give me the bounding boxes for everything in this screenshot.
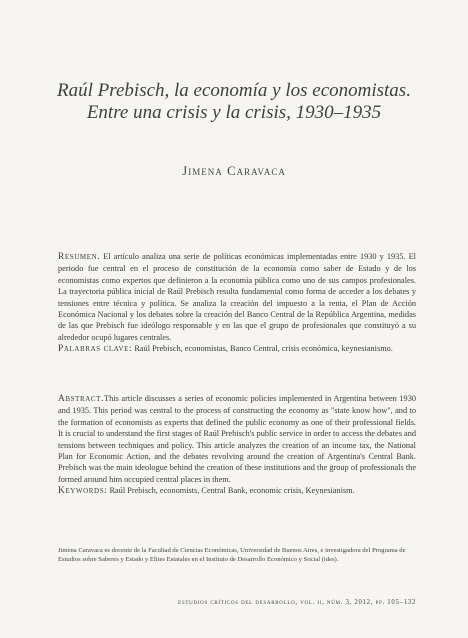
- journal-footer: estudios críticos del desarrollo, vol. ii, núm. 3, 2012, pp. 105–132: [178, 599, 416, 606]
- keywords-label: Keywords:: [58, 486, 108, 497]
- resumen-section: [58, 251, 416, 356]
- resumen-paragraph: [58, 251, 416, 343]
- palabras-clave-row: [58, 343, 416, 355]
- palabras-clave-text: Raúl Prebisch, economistas, Banco Central, crisis económica, keynesianismo.: [134, 344, 393, 354]
- abstract-label: Abstract.: [58, 394, 105, 404]
- keywords-row: [58, 485, 416, 497]
- keywords-text: Raúl Prebisch, economists, Central Bank, economic crisis, Keynesianism.: [109, 486, 355, 496]
- abstract-section: [58, 393, 416, 498]
- author-footnote: Jimena Caravaca es docente de la Facultad de Ciencias Económicas, Universidad de Buenos Aires, e investigadora del Programa de Estudios sobre Saberes y Estado y Elites Estatales en el Instituto de Desarrollo Económico y Social (ides).: [58, 547, 406, 563]
- title-line-1: Raúl Prebisch, la economía y los economistas.: [57, 80, 411, 101]
- author-name: Jimena Caravaca: [182, 163, 286, 178]
- article-title: [0, 80, 468, 124]
- abstract-text: This article discusses a series of economic policies implemented in Argentina between 1930 and 1935. This period was central to the process of constructing the economy as "state know how", and to the formation of economists as experts that defined the public economy as one of their professional fields. It is crucial to understand the first stages of Raúl Prebisch's public service in order to access the debates and tensions between techniques and policy. This article analyzes the creation of an income tax, the National Plan for Economic Action, and the debates revolving around the creation of Argentina's Central Bank. Prebisch was the main ideologue behind the creation of these institutions and the group of professionals the formed around him occupied central places in them.: [58, 394, 416, 484]
- palabras-clave-label: Palabras clave:: [58, 344, 133, 355]
- resumen-label: Resumen.: [58, 252, 101, 262]
- title-line-2: Entre una crisis y la crisis, 1930–1935: [86, 102, 382, 123]
- resumen-text: El artículo analiza una serie de políticas económicas implementadas entre 1930 y 1935. El periodo fue central en el proceso de constitución de la economía como saber de Estado y de los economistas como expertos que definieron a la economía pública como uno de sus campos profesionales. La trayectoria pública inicial de Raúl Prebisch resulta fundamental como forma de acceder a los debates y tensiones entre técnica y política. Se analiza la creación del impuesto a la renta, el Plan de Acción Económica Nacional y los debates sobre la creación del Banco Central de la República Argentina, medidas de las que Prebisch fue ideólogo responsable y en las que el grupo de profesionales que constituyó a su alrededor ocupó lugares centrales.: [58, 252, 416, 342]
- abstract-paragraph: [58, 393, 416, 485]
